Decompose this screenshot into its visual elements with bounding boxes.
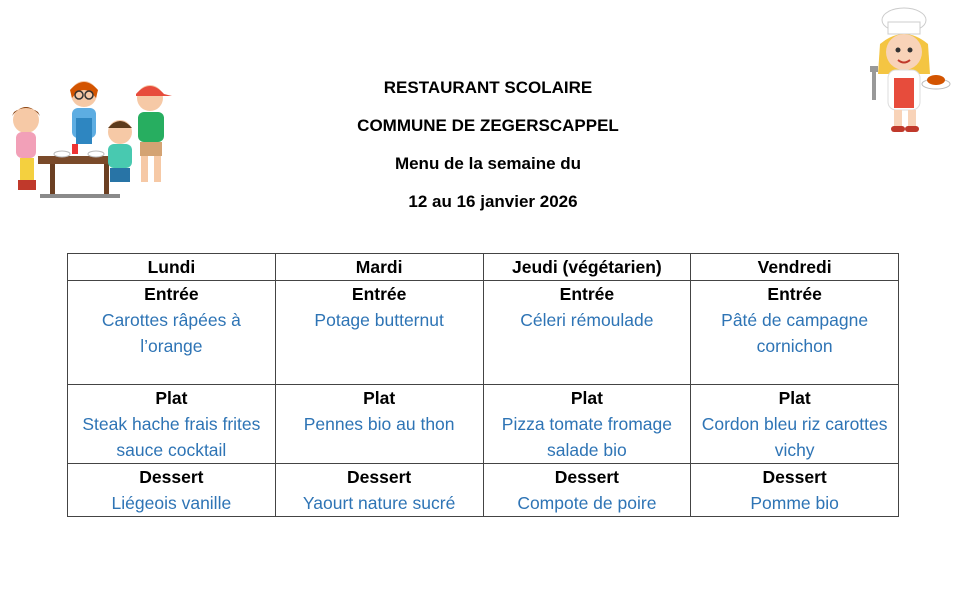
day-header-lundi: Lundi (68, 254, 276, 281)
header-week-dates: 12 au 16 janvier 2026 (408, 192, 578, 211)
course-label: Plat (155, 388, 188, 408)
course-label: Plat (778, 388, 811, 408)
course-label: Plat (363, 388, 396, 408)
dish-name: Compote de poire (517, 493, 657, 513)
dish-name: Pâté de campagne cornichon (721, 310, 869, 356)
dish-name: Pennes bio au thon (303, 414, 455, 434)
course-label: Entrée (559, 284, 615, 304)
course-label: Entrée (351, 284, 407, 304)
dish-name: Pizza tomate fromage salade bio (501, 414, 672, 460)
menu-cell (691, 281, 899, 385)
menu-row-dessert (68, 464, 899, 517)
menu-row-plat (68, 385, 899, 464)
menu-cell (275, 385, 483, 464)
header-menu-label: Menu de la semaine du (394, 154, 582, 173)
dish-name: Pomme bio (750, 493, 839, 513)
menu-cell (68, 281, 276, 385)
menu-cell (483, 385, 691, 464)
course-label: Entrée (767, 284, 822, 304)
menu-table (67, 253, 899, 517)
course-label: Dessert (139, 467, 204, 487)
menu-cell (68, 464, 276, 517)
menu-cell (483, 281, 691, 385)
day-header-mardi: Mardi (275, 254, 483, 281)
menu-cell (275, 281, 483, 385)
course-label: Entrée (144, 284, 199, 304)
dish-name: Potage butternut (314, 310, 444, 330)
menu-cell (275, 464, 483, 517)
menu-row-entree (68, 281, 899, 385)
menu-cell (483, 464, 691, 517)
header-commune-name: COMMUNE DE ZEGERSCAPPEL (357, 116, 619, 135)
dish-name: Yaourt nature sucré (302, 493, 456, 513)
dish-name: Liégeois vanille (111, 493, 232, 513)
menu-header-row (68, 254, 899, 281)
course-label: Dessert (762, 467, 827, 487)
header-restaurant-title: RESTAURANT SCOLAIRE (383, 78, 593, 97)
course-label: Plat (570, 388, 603, 408)
dish-name: Steak hache frais frites sauce cocktail (82, 414, 261, 460)
day-header-vendredi: Vendredi (691, 254, 899, 281)
document-header (0, 74, 976, 226)
dish-name: Cordon bleu riz carottes vichy (701, 414, 888, 460)
course-label: Dessert (347, 467, 412, 487)
dish-name: Céleri rémoulade (520, 310, 654, 330)
day-header-jeudi: Jeudi (végétarien) (483, 254, 691, 281)
menu-cell (691, 464, 899, 517)
course-label: Dessert (554, 467, 619, 487)
dish-name: Carottes râpées à l’orange (101, 310, 241, 356)
menu-cell (68, 385, 276, 464)
menu-cell (691, 385, 899, 464)
